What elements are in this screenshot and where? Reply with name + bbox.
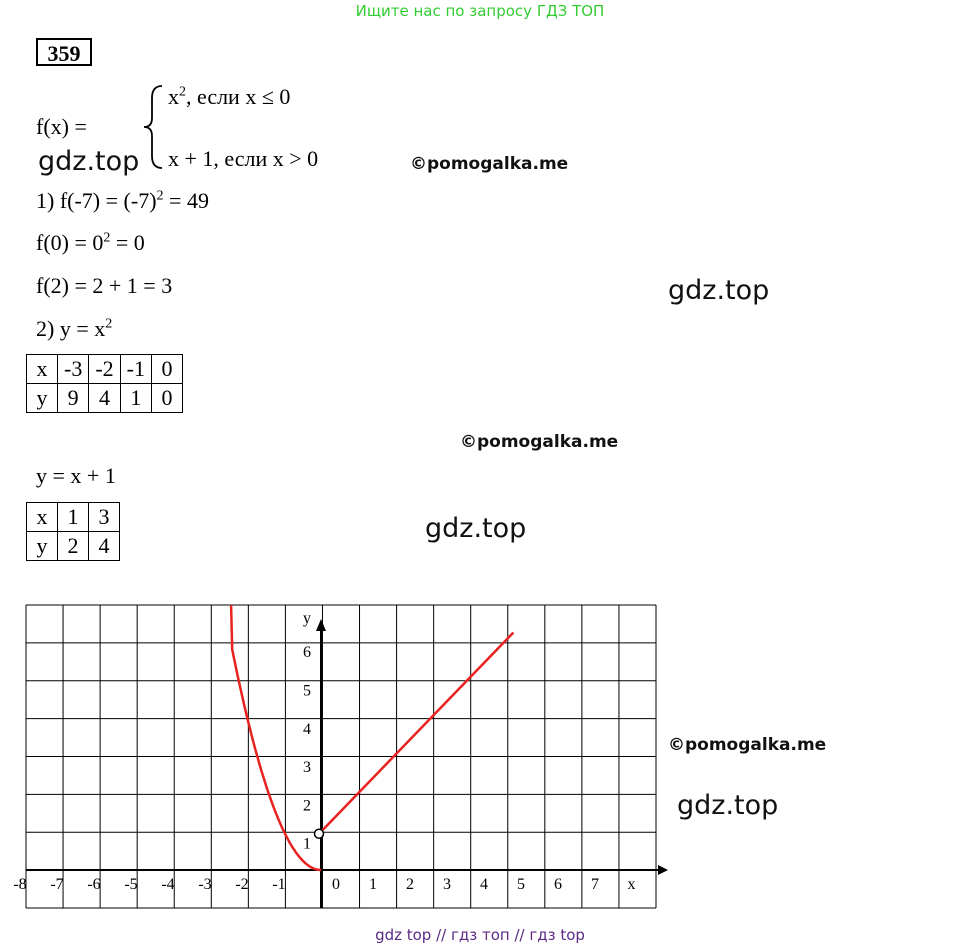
footer-links: gdz top // гдз топ // гдз top xyxy=(375,926,585,944)
solution-line-1-a: 1) f(-7) = (-7) xyxy=(36,188,157,213)
case-1-exponent: 2 xyxy=(179,84,186,100)
watermark-gdz-1: gdz.top xyxy=(38,146,140,177)
x-axis-arrow-icon xyxy=(658,865,668,875)
table-cell: 3 xyxy=(89,503,120,532)
tick-labels xyxy=(13,610,635,893)
solution-line-4-a: 2) y = x xyxy=(36,316,106,341)
table-cell: 1 xyxy=(58,503,89,532)
x-tick-label: -2 xyxy=(235,876,249,893)
solution-line-1-exponent: 2 xyxy=(156,188,164,204)
case-1-base: x xyxy=(168,84,179,109)
watermark-pomogalka-2: ©pomogalka.me xyxy=(460,432,619,452)
solution-line-2-exponent: 2 xyxy=(103,230,111,246)
x-axis-label: x xyxy=(627,876,636,893)
y-tick-label: 2 xyxy=(303,797,311,815)
y-axis-arrow-icon xyxy=(316,619,326,631)
problem-number: 359 xyxy=(36,38,92,66)
axes xyxy=(26,619,668,908)
table-cell: -1 xyxy=(120,355,151,384)
watermark-pomogalka-1: ©pomogalka.me xyxy=(410,154,569,174)
x-tick-label: -5 xyxy=(124,876,138,893)
table-cell: -2 xyxy=(89,355,120,384)
solution-line-4-exponent: 2 xyxy=(105,316,113,332)
x-tick-label: 2 xyxy=(406,876,414,893)
x-tick-label: -3 xyxy=(198,876,212,893)
top-banner: Ищите нас по запросу ГДЗ ТОП xyxy=(355,2,605,20)
solution-line-3: f(2) = 2 + 1 = 3 xyxy=(36,273,173,298)
solution-line-2-b: = 0 xyxy=(110,230,145,255)
table-header-x: x xyxy=(27,503,58,532)
table-cell: 4 xyxy=(89,384,120,413)
table-cell: 2 xyxy=(58,532,89,561)
x-tick-label: 1 xyxy=(369,876,377,893)
watermark-gdz-2: gdz.top xyxy=(668,275,770,306)
y-tick-label: 3 xyxy=(303,759,311,777)
watermark-gdz-4: gdz.top xyxy=(677,790,779,821)
table-cell: 4 xyxy=(89,532,120,561)
x-tick-label: -6 xyxy=(87,876,101,893)
table-header-x: x xyxy=(27,355,58,384)
solution-line-2-a: f(0) = 0 xyxy=(36,230,104,255)
table-cell: 9 xyxy=(58,384,89,413)
y-tick-label: 1 xyxy=(303,835,311,853)
x-tick-label: -8 xyxy=(13,876,27,893)
table-cell: -3 xyxy=(58,355,89,384)
x-tick-label: -4 xyxy=(161,876,175,893)
x-tick-label: 0 xyxy=(332,876,340,893)
x-tick-label: 6 xyxy=(554,876,562,893)
y-tick-label: 6 xyxy=(303,644,311,662)
table-header-y: y xyxy=(27,384,58,413)
open-point xyxy=(315,829,324,838)
x-tick-label: 4 xyxy=(480,876,488,893)
solution-line-1-b: = 49 xyxy=(163,188,209,213)
x-tick-label: -7 xyxy=(50,876,64,893)
table-cell: 1 xyxy=(120,384,151,413)
line-curve xyxy=(321,633,513,832)
case-2: x + 1, если x > 0 xyxy=(168,146,319,171)
watermark-pomogalka-3: ©pomogalka.me xyxy=(668,735,827,755)
watermark-gdz-3: gdz.top xyxy=(425,513,527,544)
y-tick-label: 5 xyxy=(303,682,311,700)
table-cell: 0 xyxy=(151,355,182,384)
x-tick-label: 5 xyxy=(517,876,525,893)
x-tick-label: 7 xyxy=(591,876,599,893)
solution-line-5: y = x + 1 xyxy=(36,463,116,488)
table-header-y: y xyxy=(27,532,58,561)
x-tick-label: 3 xyxy=(443,876,451,893)
table-cell: 0 xyxy=(151,384,182,413)
function-lhs: f(x) = xyxy=(36,114,87,139)
y-axis-label: y xyxy=(303,610,311,627)
y-tick-label: 4 xyxy=(303,720,311,738)
case-1-condition: , если x ≤ 0 xyxy=(186,84,291,109)
grid xyxy=(26,605,656,908)
x-tick-label: -1 xyxy=(272,876,286,893)
